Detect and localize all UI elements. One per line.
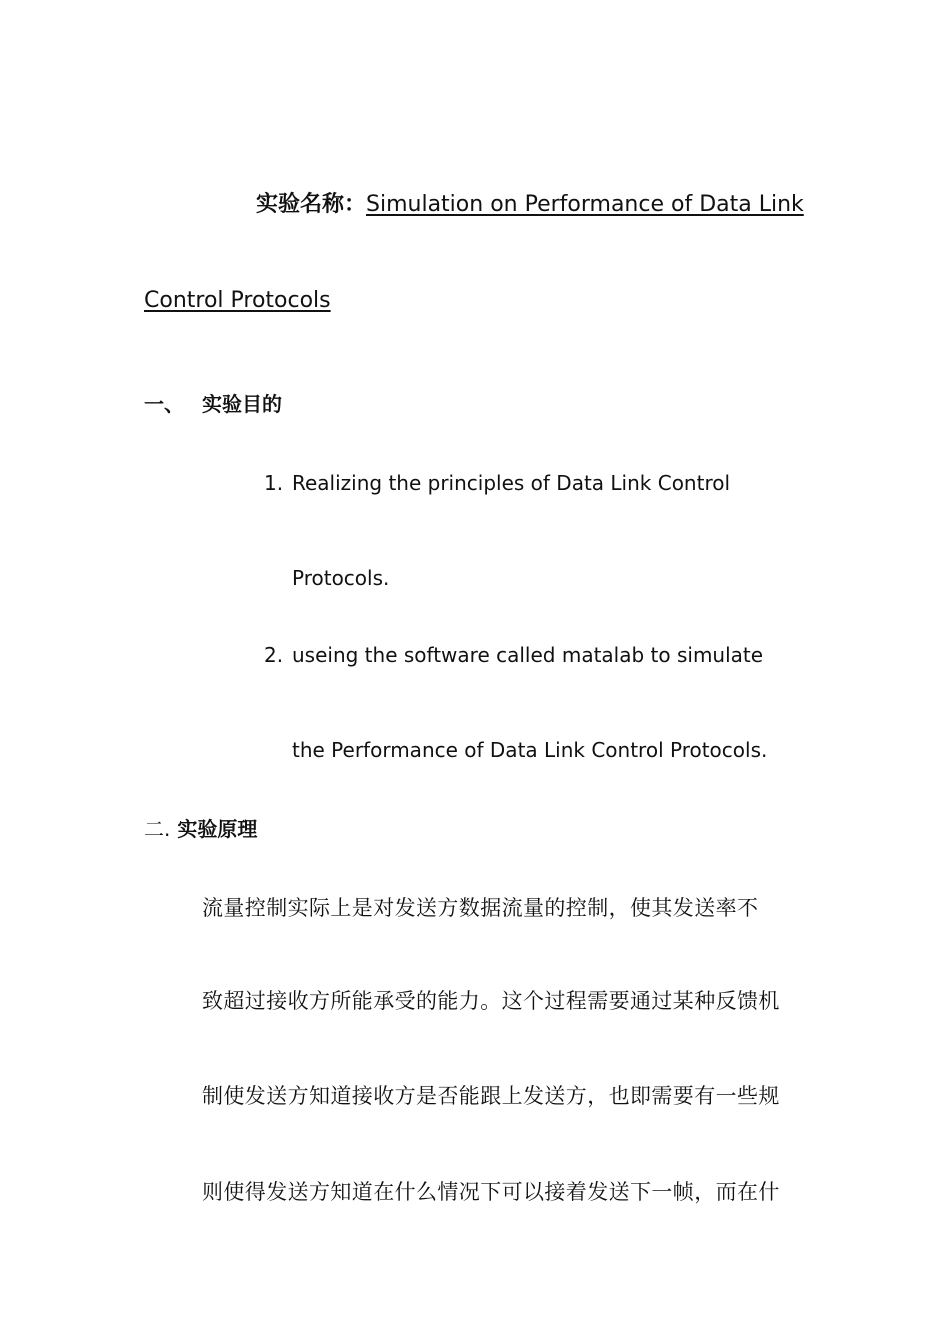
list-item-2-line2: the Performance of Data Link Control Protocols. <box>292 738 768 762</box>
title-prefix: 实验名称： <box>256 192 367 217</box>
paragraph-line-1: 流量控制实际上是对发送方数据流量的控制，使其发送率不 <box>202 896 759 920</box>
experiment-title <box>256 190 804 220</box>
paragraph-line-2: 致超过接收方所能承受的能力。这个过程需要通过某种反馈机 <box>202 989 780 1013</box>
section2-title: 实验原理 <box>177 817 258 841</box>
section1-title: 实验目的 <box>202 392 282 416</box>
list-item-2-number: 2. <box>264 643 284 667</box>
list-item-2-line1: useing the software called matalab to simulate <box>292 643 764 667</box>
list-item-1-line1: Realizing the principles of Data Link Control <box>292 471 731 495</box>
section1-heading <box>144 390 282 418</box>
title-text-line2: Control Protocols <box>144 288 331 313</box>
paragraph-line-4: 则使得发送方知道在什么情况下可以接着发送下一帧，而在什 <box>202 1180 780 1204</box>
paragraph-line-3: 制使发送方知道接收方是否能跟上发送方，也即需要有一些规 <box>202 1084 780 1108</box>
list-item-1-number: 1. <box>264 471 284 495</box>
list-item-1-line2: Protocols. <box>292 566 390 590</box>
title-text-line1: Simulation on Performance of Data Link <box>366 192 804 217</box>
section2-number: 二. <box>144 817 171 841</box>
section2-heading <box>144 815 257 843</box>
section1-number: 一、 <box>144 392 184 416</box>
